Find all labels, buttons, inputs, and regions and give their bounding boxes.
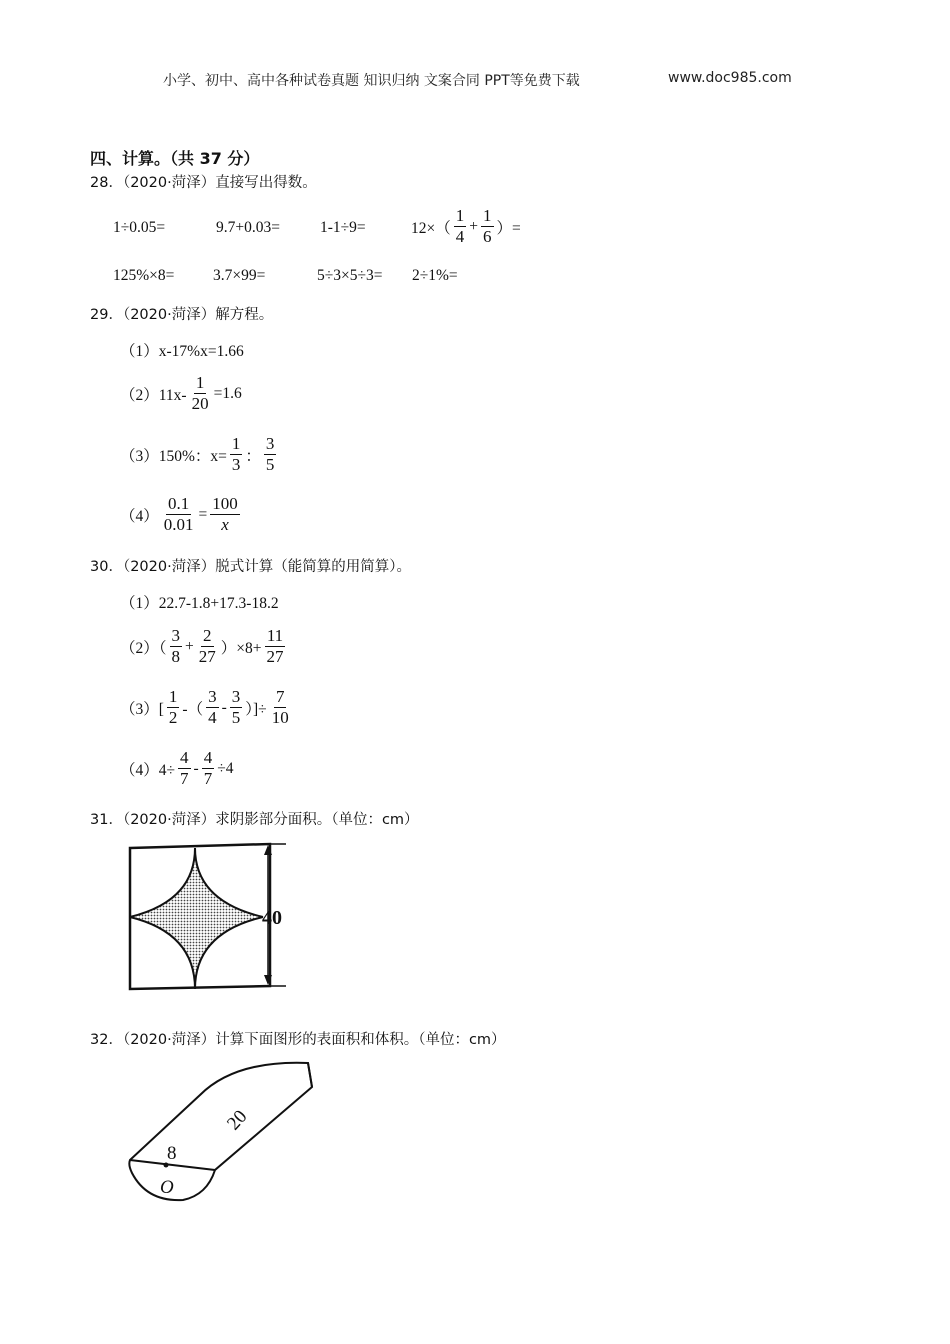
q28-item: 3.7×99= <box>213 267 266 284</box>
q28-item: 125%×8= <box>113 267 175 284</box>
fraction: $\frac{4}{7}$ <box>203 748 213 788</box>
fraction: $\frac{1}{3}$ <box>231 434 241 474</box>
fraction: $\frac{2}{27}$ <box>198 626 216 666</box>
fraction: $\frac{1}{2}$ <box>168 687 178 727</box>
section-title: 四、计算。（共 37 分） <box>90 149 260 168</box>
fraction: $\frac{4}{7}$ <box>180 748 189 788</box>
header-url[interactable]: www.doc985.com <box>668 70 792 86</box>
q30-expr2: （2）（ $\frac{3}{8}$ + $\frac{2}{27}$ ）×8+ $\frac{11}{27}$ <box>120 626 284 666</box>
label-radius: 8 <box>167 1143 177 1164</box>
q29-eq4: （4） $\frac{0.1}{0.01}$ = $\frac{100}{x}$ <box>120 494 238 534</box>
fraction: $\frac{1}{4}$ <box>455 206 465 246</box>
q30-expr3: （3）[ $\frac{1}{2}$ -（ $\frac{3}{4}$ - $\frac{3}{5}$ ）]÷ $\frac{7}{10}$ <box>120 687 289 727</box>
q28-item: 2÷1%= <box>412 267 458 284</box>
header-text: 小学、初中、高中各种试卷真题 知识归纳 文案合同 PPT等免费下载 <box>163 73 580 89</box>
q29-eq2: （2）11x- $\frac{1}{20}$ =1.6 <box>120 373 242 413</box>
fraction: $\frac{1}{20}$ <box>191 373 209 413</box>
q28-stem: 28．（2020·菏泽）直接写出得数。 <box>90 175 317 191</box>
fraction: $\frac{3}{8}$ <box>171 626 181 666</box>
q30-expr1: （1）22.7-1.8+17.3-18.2 <box>120 595 279 612</box>
fraction: $\frac{7}{10}$ <box>271 687 289 727</box>
label-length: 20 <box>223 1106 252 1135</box>
q28-item: 9.7+0.03= <box>216 219 280 236</box>
q28-item: 1÷0.05= <box>113 219 166 236</box>
q28-item-fraction: 12×（ $\frac{1}{4}$ + $\frac{1}{6}$ ）= <box>411 206 521 246</box>
q29-stem: 29．（2020·菏泽）解方程。 <box>90 307 274 323</box>
q28-item: 5÷3×5÷3= <box>317 267 383 284</box>
shaded-region <box>130 848 263 989</box>
fraction: $\frac{1}{6}$ <box>483 206 492 246</box>
q28-item: 1-1÷9= <box>320 219 366 236</box>
fraction: $\frac{3}{4}$ <box>208 687 217 727</box>
q30-stem: 30．（2020·菏泽）脱式计算（能简算的用简算）。 <box>90 559 411 575</box>
shaded-square-figure <box>120 836 300 998</box>
half-cylinder-outline <box>129 1063 312 1200</box>
q31-stem: 31．（2020·菏泽）求阴影部分面积。（单位：cm） <box>90 812 419 828</box>
q29-eq3: （3）150%：x= $\frac{1}{3}$ ： $\frac{3}{5}$ <box>120 434 275 474</box>
fraction: $\frac{0.1}{0.01}$ <box>163 494 194 534</box>
q30-expr4: （4）4÷ $\frac{4}{7}$ - $\frac{4}{7}$ ÷4 <box>120 748 234 788</box>
label-center: O <box>160 1177 174 1198</box>
fraction: $\frac{100}{x}$ <box>212 494 238 534</box>
dimension-label: 40 <box>262 907 282 929</box>
fraction: $\frac{3}{5}$ <box>231 687 241 727</box>
q32-stem: 32．（2020·菏泽）计算下面图形的表面积和体积。（单位：cm） <box>90 1032 506 1048</box>
q29-eq1: （1）x-17%x=1.66 <box>120 343 244 360</box>
fraction: $\frac{3}{5}$ <box>265 434 275 474</box>
fraction: $\frac{11}{27}$ <box>266 626 284 666</box>
half-cylinder-figure <box>120 1055 320 1215</box>
